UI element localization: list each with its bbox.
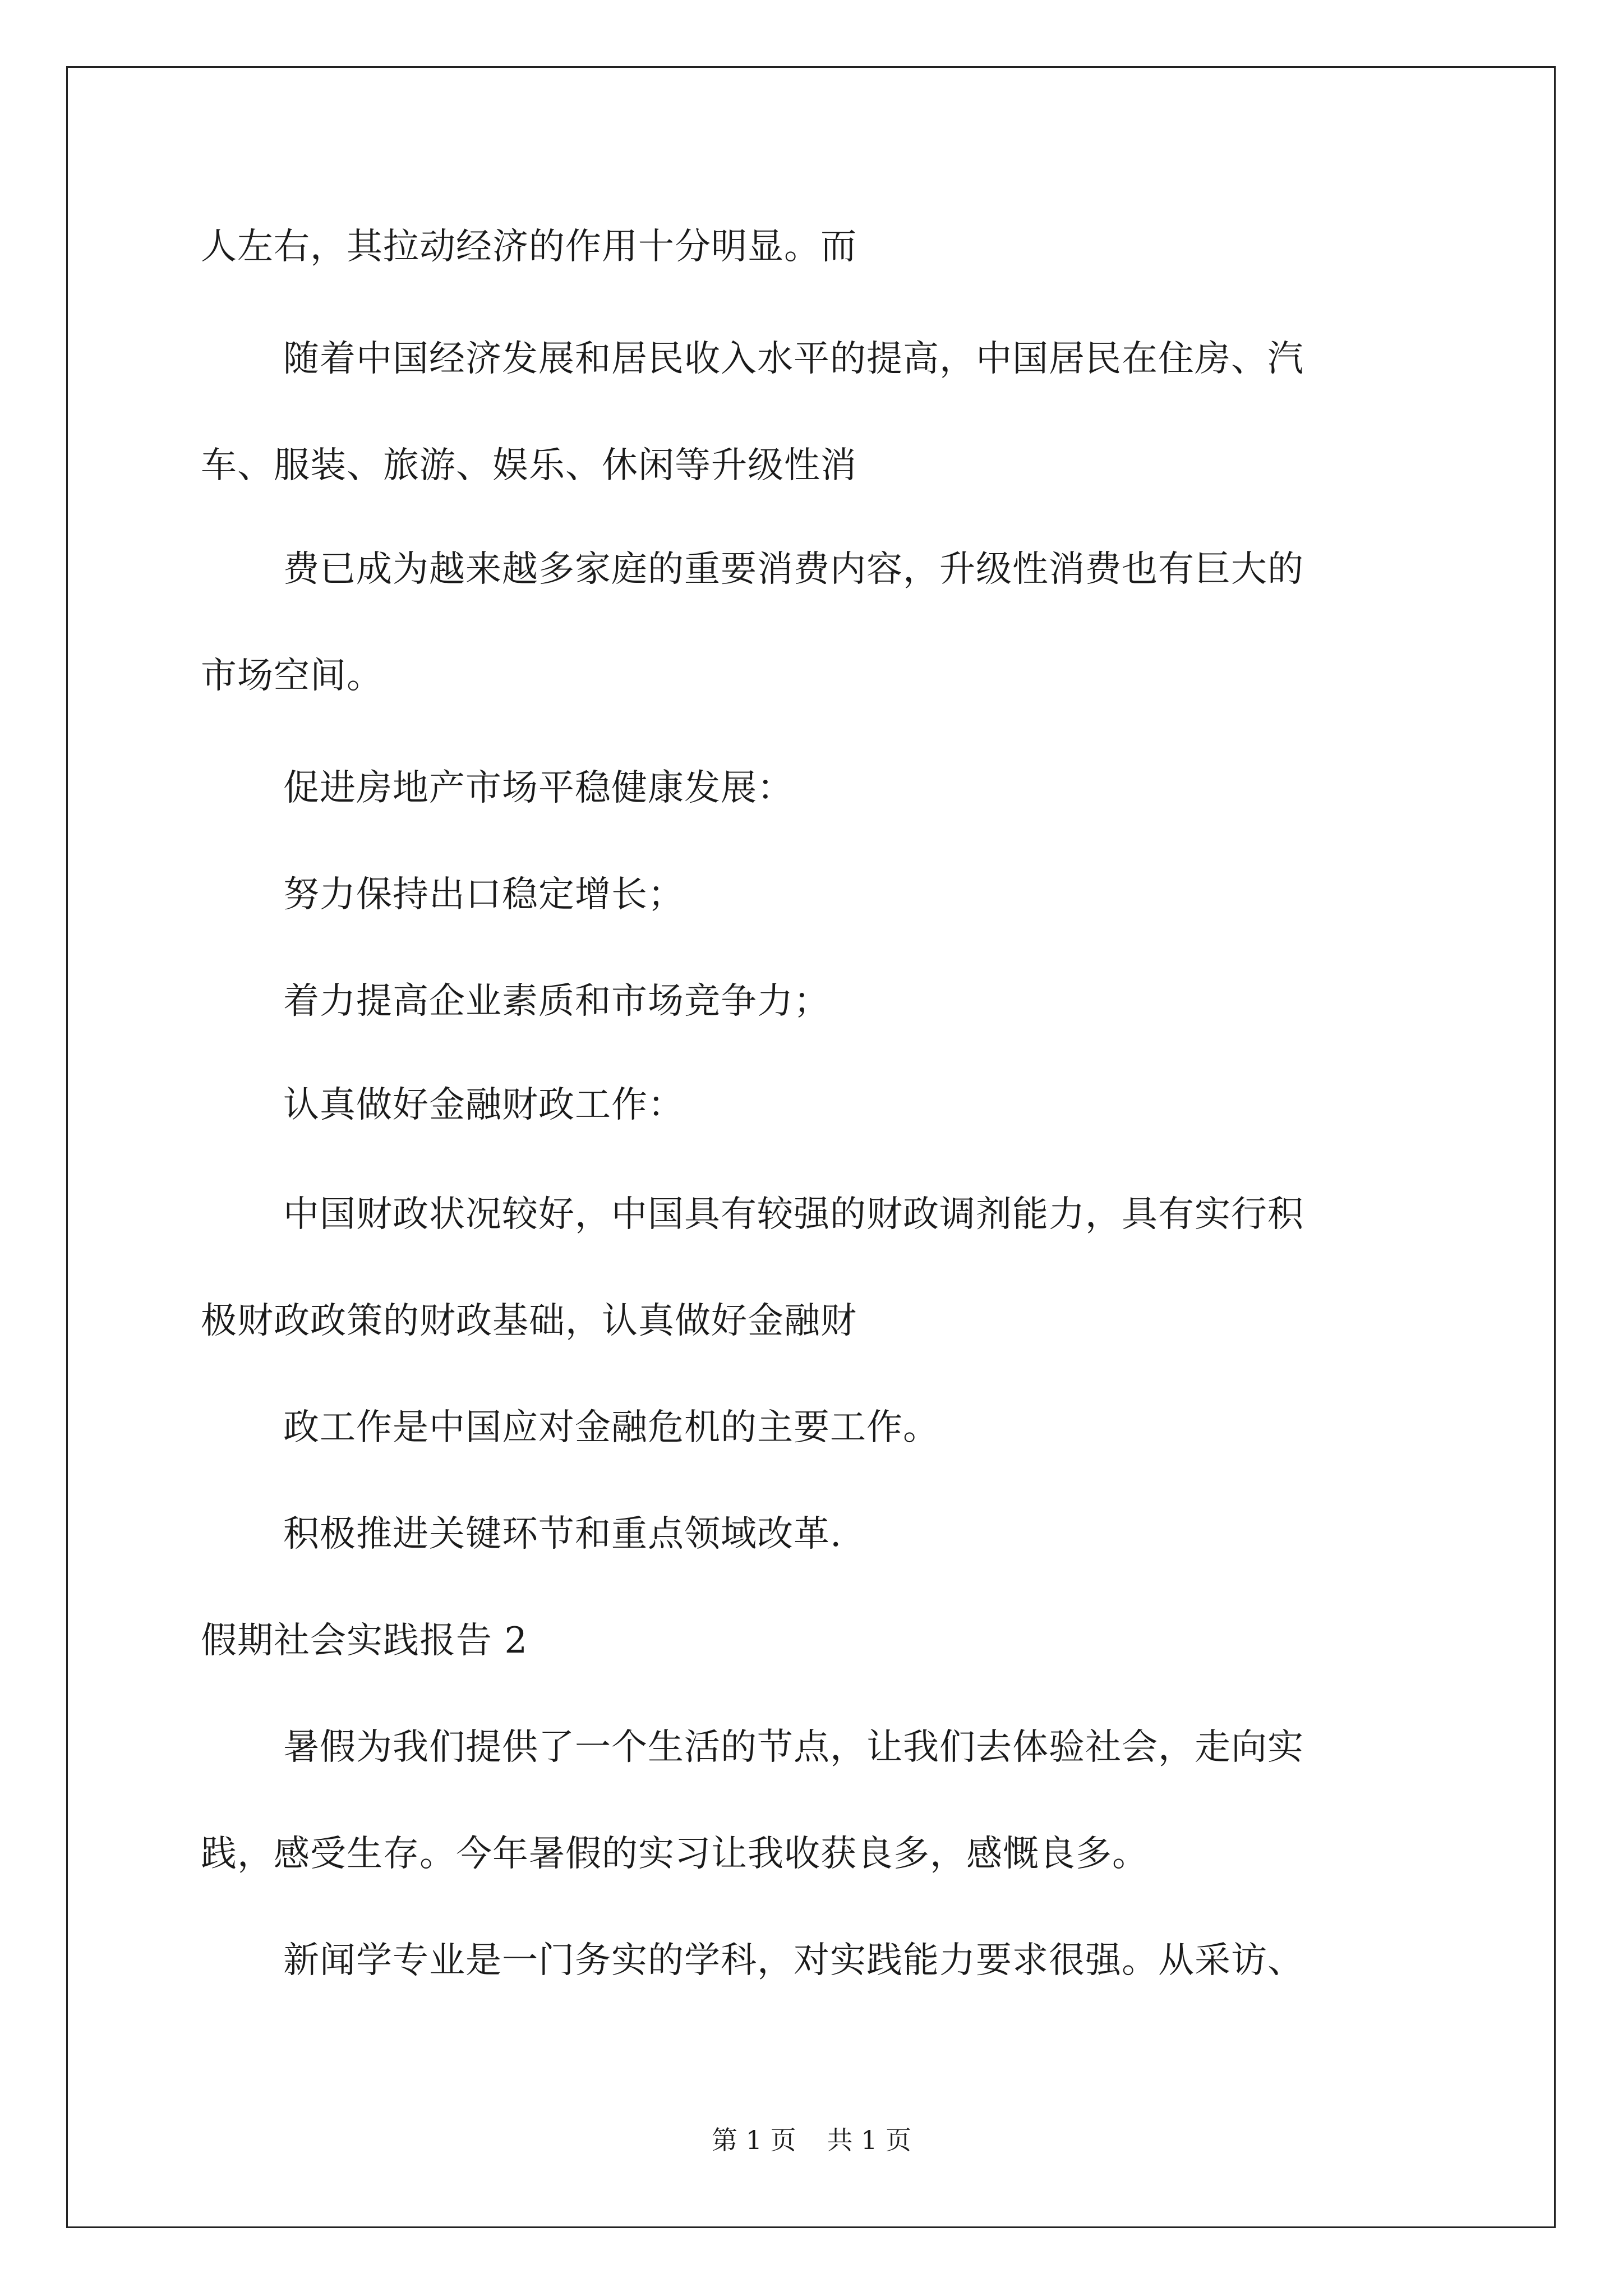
page-border: [66, 66, 1556, 2228]
body-line: 市场空间。: [201, 655, 383, 697]
body-line: 着力提高企业素质和市场竞争力；: [283, 981, 830, 1022]
body-line: 新闻学专业是一门务实的学科，对实践能力要求很强。从采访、: [283, 1940, 1304, 1981]
section-heading: 假期社会实践报告 2: [201, 1620, 528, 1662]
body-line: 随着中国经济发展和居民收入水平的提高，中国居民在住房、汽: [283, 338, 1304, 380]
body-line: 暑假为我们提供了一个生活的节点，让我们去体验社会，走向实: [283, 1727, 1304, 1768]
body-line: 政工作是中国应对金融危机的主要工作。: [283, 1407, 939, 1448]
body-line: 促进房地产市场平稳健康发展：: [283, 767, 794, 809]
body-line: 积极推进关键环节和重点领域改革.: [283, 1513, 842, 1555]
body-line: 车、服装、旅游、娱乐、休闲等升级性消: [201, 445, 857, 486]
body-line: 践，感受生存。今年暑假的实习让我收获良多，感慨良多。: [201, 1833, 1149, 1875]
body-line: 极财政政策的财政基础，认真做好金融财: [201, 1300, 857, 1342]
body-line: 人左右，其拉动经济的作用十分明显。而: [201, 226, 857, 268]
body-line: 认真做好金融财政工作：: [283, 1084, 684, 1126]
page-total: 共 1 页: [827, 2125, 912, 2155]
page-number: 第 1 页: [711, 2125, 796, 2155]
body-line: 中国财政状况较好，中国具有较强的财政调剂能力，具有实行积: [283, 1194, 1304, 1235]
body-line: 费已成为越来越多家庭的重要消费内容，升级性消费也有巨大的: [283, 549, 1304, 590]
page-footer: [0, 2123, 1623, 2157]
body-line: 努力保持出口稳定增长；: [283, 874, 684, 915]
